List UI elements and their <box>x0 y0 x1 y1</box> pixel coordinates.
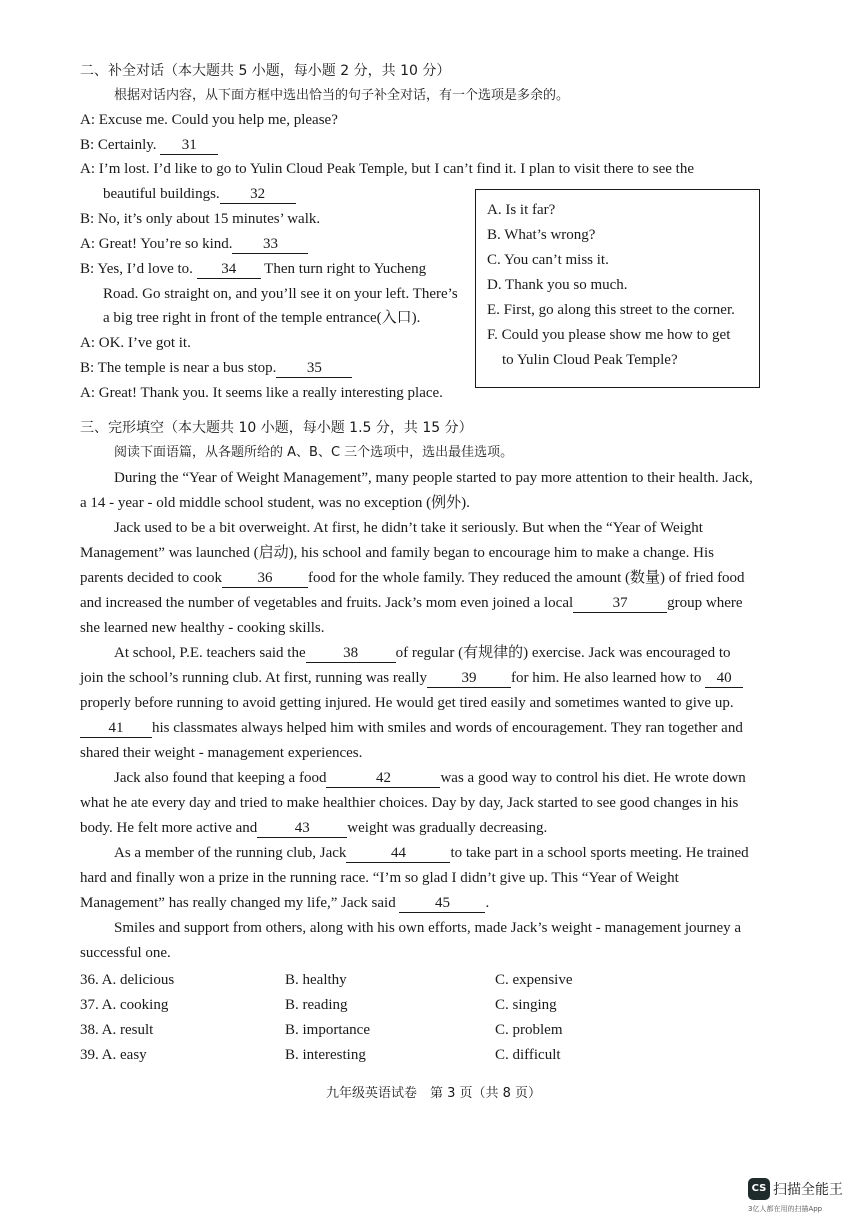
section2-instruction: 根据对话内容，从下面方框中选出恰当的句子补全对话，有一个选项是多余的。 <box>114 88 570 103</box>
passage-line: During the “Year of Weight Management”, many people started to pay more attention to their health. Jack, <box>114 470 753 486</box>
dialog-line: A: Excuse me. Could you help me, please? <box>80 112 338 128</box>
answer-blank[interactable]: 37 <box>573 595 667 613</box>
dialog-line: beautiful buildings. 32 <box>103 184 296 204</box>
choice-option[interactable]: C. difficult <box>495 1047 561 1063</box>
choice-option[interactable]: C. singing <box>495 997 557 1013</box>
dialog-line: A: I’m lost. I’d like to go to Yulin Cloud Peak Temple, but I can’t find it. I plan to visit there to see the <box>80 161 694 177</box>
passage-line: properly before running to avoid getting injured. He would get tired easily and sometimes wanted to give up. <box>80 695 734 711</box>
passage-line: and increased the number of vegetables and fruits. Jack’s mom even joined a local 37 group where <box>80 595 743 611</box>
scanner-watermark <box>748 1178 867 1218</box>
section3-title: 三、完形填空（本大题共 10 小题，每小题 1.5 分，共 15 分） <box>80 420 473 436</box>
option-item: E. First, go along this street to the corner. <box>487 302 735 318</box>
choice-option[interactable]: 39. A. easy <box>80 1047 147 1063</box>
option-item: F. Could you please show me how to get <box>487 327 731 343</box>
passage-line: a 14 - year - old middle school student, was no exception (例外). <box>80 495 470 511</box>
passage-line: Management” was launched (启动), his school and family began to encourage him to make a change. His <box>80 545 714 561</box>
page-footer: 九年级英语试卷 第 3 页（共 8 页） <box>325 1086 542 1101</box>
answer-blank[interactable]: 44 <box>346 845 450 863</box>
dialog-line: a big tree right in front of the temple entrance(入口). <box>103 310 421 326</box>
choice-option[interactable]: B. importance <box>285 1022 370 1038</box>
dialog-line: A: Great! Thank you. It seems like a really interesting place. <box>80 385 443 401</box>
section2-title: 二、补全对话（本大题共 5 小题，每小题 2 分，共 10 分） <box>80 63 451 79</box>
dialog-line: A: Great! You’re so kind. 33 <box>80 234 308 254</box>
answer-blank[interactable]: 31 <box>160 137 218 155</box>
passage-line: Jack used to be a bit overweight. At first, he didn’t take it seriously. But when the “Year of Weight <box>114 520 703 536</box>
choice-option[interactable]: 37. A. cooking <box>80 997 169 1013</box>
option-item: A. Is it far? <box>487 202 556 218</box>
dialog-line: Road. Go straight on, and you’ll see it on your left. There’s <box>103 286 458 302</box>
choice-option[interactable]: C. expensive <box>495 972 573 988</box>
dialog-line: B: The temple is near a bus stop. 35 <box>80 358 352 378</box>
dialog-line: B: No, it’s only about 15 minutes’ walk. <box>80 211 321 227</box>
answer-blank[interactable]: 42 <box>326 770 440 788</box>
scanner-app-name: 扫描全能王 <box>773 1182 843 1198</box>
passage-line: successful one. <box>80 945 171 961</box>
answer-blank[interactable]: 39 <box>427 670 511 688</box>
dialog-line: A: OK. I’ve got it. <box>80 335 191 351</box>
answer-blank[interactable]: 32 <box>220 186 296 204</box>
passage-line: body. He felt more active and 43 weight was gradually decreasing. <box>80 820 548 836</box>
answer-blank[interactable]: 38 <box>306 645 396 663</box>
passage-line: parents decided to cook 36 food for the whole family. They reduced the amount (数量) of fried food <box>80 570 745 586</box>
answer-blank[interactable]: 36 <box>222 570 308 588</box>
passage-line: shared their weight - management experiences. <box>80 745 363 761</box>
option-item: B. What’s wrong? <box>487 227 596 243</box>
choice-option[interactable]: 38. A. result <box>80 1022 154 1038</box>
option-item: C. You can’t miss it. <box>487 252 609 268</box>
answer-blank[interactable]: 45 <box>399 895 485 913</box>
camscanner-logo-icon: CS <box>748 1178 770 1200</box>
answer-blank[interactable]: 40 <box>705 670 743 688</box>
passage-line: At school, P.E. teachers said the 38 of regular (有规律的) exercise. Jack was encouraged to <box>114 645 731 661</box>
option-item: to Yulin Cloud Peak Temple? <box>502 352 678 368</box>
passage-line: 41 his classmates always helped him with smiles and words of encouragement. They ran together and <box>80 718 743 738</box>
passage-line: As a member of the running club, Jack 44 to take part in a school sports meeting. He trained <box>114 845 749 861</box>
passage-line: join the school’s running club. At first, running was really 39 for him. He also learned how to 40 <box>80 668 743 688</box>
passage-line: Smiles and support from others, along with his own efforts, made Jack’s weight - management journey a <box>114 920 742 936</box>
passage-line: she learned new healthy - cooking skills. <box>80 620 325 636</box>
option-item: D. Thank you so much. <box>487 277 628 293</box>
passage-line: Jack also found that keeping a food 42 was a good way to control his diet. He wrote down <box>114 770 746 786</box>
answer-blank[interactable]: 41 <box>80 720 152 738</box>
section3-instruction: 阅读下面语篇，从各题所给的 A、B、C 三个选项中，选出最佳选项。 <box>114 445 514 460</box>
options-box <box>475 189 760 388</box>
answer-blank[interactable]: 35 <box>276 360 352 378</box>
answer-blank[interactable]: 43 <box>257 820 347 838</box>
passage-line: hard and finally won a prize in the running race. “I’m so glad I didn’t give up. This “Year of Weight <box>80 870 679 886</box>
answer-blank[interactable]: 33 <box>232 236 308 254</box>
passage-line: what he ate every day and tried to make healthier choices. Day by day, Jack started to see good changes in his <box>80 795 739 811</box>
choice-option[interactable]: C. problem <box>495 1022 563 1038</box>
scanner-tagline: 3亿人都在用的扫描App <box>748 1205 823 1213</box>
answer-blank[interactable]: 34 <box>197 261 261 279</box>
choice-option[interactable]: B. healthy <box>285 972 347 988</box>
dialog-line: B: Certainly. 31 <box>80 135 218 155</box>
dialog-line: B: Yes, I’d love to. 34 Then turn right to Yucheng <box>80 261 427 277</box>
choice-option[interactable]: B. reading <box>285 997 348 1013</box>
choice-option[interactable]: 36. A. delicious <box>80 972 175 988</box>
choice-option[interactable]: B. interesting <box>285 1047 366 1063</box>
passage-line: Management” has really changed my life,” Jack said 45 . <box>80 895 490 911</box>
